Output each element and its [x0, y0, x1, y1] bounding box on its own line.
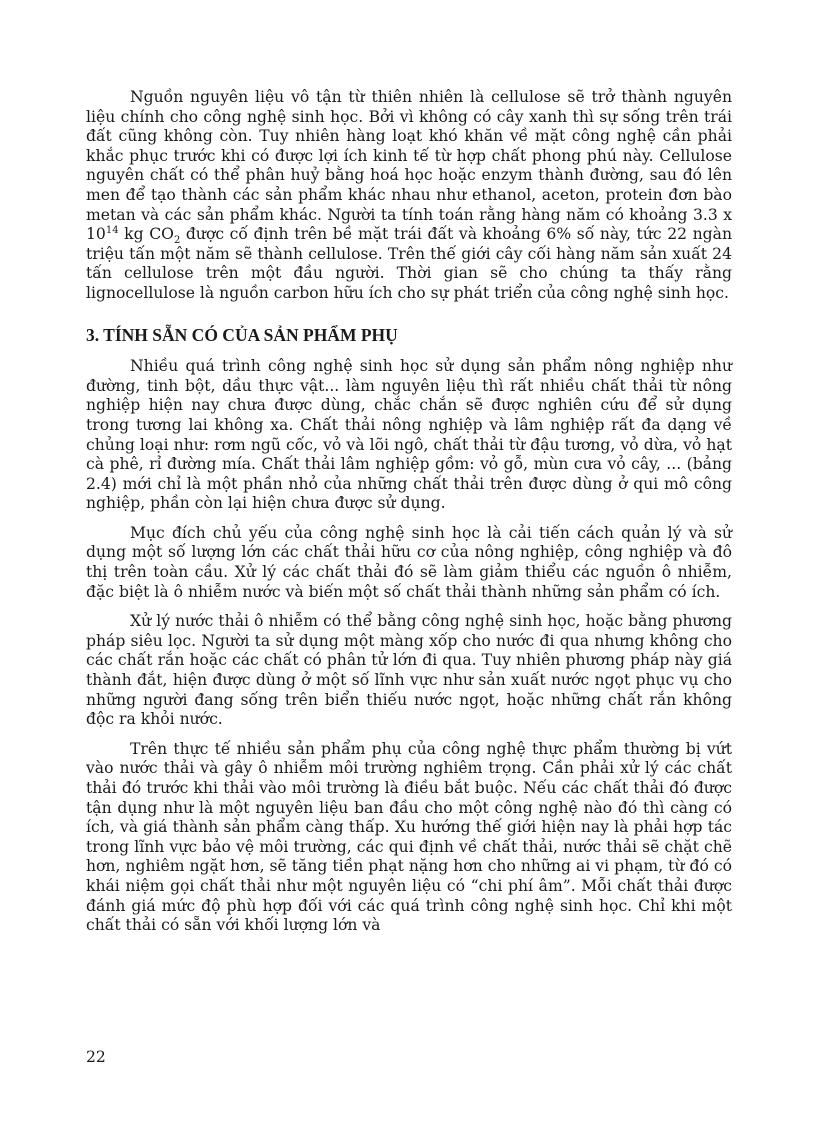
- subscript: 2: [173, 235, 181, 247]
- paragraph-cellulose-part3: được cố định trên bề mặt trái đất và khoảng 6% số này, tức 22 ngàn triệu tấn một năm sẽ thành cellulose. Trên thế giới cây cối hàng năm sản xuất 24 tấn cellulose trên một đầu người. Thời gian sẽ cho chúng ta thấy rằng lignocellulose là nguồn carbon hữu ích cho sự phát triển của công nghệ sinh học.: [86, 225, 733, 302]
- paragraph-cellulose-part2: kg CO: [118, 225, 174, 244]
- paragraph-purpose: Mục đích chủ yếu của công nghệ sinh học là cải tiến cách quản lý và sử dụng một số lượng lớn các chất thải hữu cơ của nông nghiệp, công nghiệp và đô thị trên toàn cầu. Xử lý các chất thải đó sẽ làm giảm thiểu các nguồn ô nhiễm, đặc biệt là ô nhiễm nước và biến một số chất thải thành những sản phẩm có ích.: [86, 523, 732, 601]
- paragraph-wastewater: Xử lý nước thải ô nhiễm có thể bằng công nghệ sinh học, hoặc bằng phương pháp siêu lọc. Người ta sử dụng một màng xốp cho nước đi qua nhưng không cho các chất rắn hoặc các chất có phân tử lớn đi qua. Tuy nhiên phương pháp này giá thành đắt, hiện được dùng ở một số lĩnh vực như sản xuất nước ngọt phục vụ cho những người đang sống trên biển thiếu nước ngọt, hoặc những chất rắn không độc ra khỏi nước.: [86, 612, 732, 729]
- paragraph-byproducts: Nhiều quá trình công nghệ sinh học sử dụng sản phẩm nông nghiệp như đường, tinh bột, dầu thực vật... làm nguyên liệu thì rất nhiều chất thải từ nông nghiệp hiện nay chưa được dùng, chắc chắn sẽ được nghiên cứu để sử dụng trong tương lai không xa. Chất thải nông nghiệp và lâm nghiệp rất đa dạng về chủng loại như: rơm ngũ cốc, vỏ và lõi ngô, chất thải từ đậu tương, vỏ dừa, vỏ hạt cà phê, rỉ đường mía. Chất thải lâm nghiệp gồm: vỏ gỗ, mùn cưa vỏ cây, ... (bảng 2.4) mới chỉ là một phần nhỏ của những chất thải trên được dùng ở qui mô công nghiệp, phần còn lại hiện chưa được sử dụng.: [86, 357, 732, 513]
- paragraph-food-byproducts: Trên thực tế nhiều sản phẩm phụ của công nghệ thực phẩm thường bị vứt vào nước thải và gây ô nhiễm môi trường nghiêm trọng. Cần phải xử lý các chất thải đó trước khi thải vào môi trường là điều bắt buộc. Nếu các chất thải đó được tận dụng như là một nguyên liệu ban đầu cho một công nghệ nào đó thì càng có ích, và giá thành sản phẩm càng thấp. Xu hướng thế giới hiện nay là phải hợp tác trong lĩnh vực bảo vệ môi trường, các qui định về chất thải, nước thải sẽ chặt chẽ hơn, nghiêm ngặt hơn, sẽ tăng tiền phạt nặng hơn cho những ai vi phạm, từ đó có khái niệm gọi chất thải như một nguyên liệu có “chi phí âm”. Mỗi chất thải được đánh giá mức độ phù hợp đối với các quá trình công nghệ sinh học. Chỉ khi một chất thải có sẵn với khối lượng lớn và: [86, 739, 732, 935]
- paragraph-cellulose-part1: Nguồn nguyên liệu vô tận từ thiên nhiên là cellulose sẽ trở thành nguyên liệu chính cho công nghệ sinh học. Bởi vì không có cây xanh thì sự sống trên trái đất cũng không còn. Tuy nhiên hàng loạt khó khăn về mặt công nghệ cần phải khắc phục trước khi có được lợi ích kinh tế từ hợp chất phong phú này. Cellulose nguyên chất có thể phân huỷ bằng hoá học hoặc enzym thành đường, sau đó lên men để tạo thành các sản phẩm khác nhau như ethanol, aceton, protein đơn bào metan và các sản phẩm khác. Người ta tính toán rằng hàng năm có khoảng 3.3 x 10: [86, 88, 732, 244]
- page-number: 22: [86, 1048, 106, 1066]
- section-heading: 3. TÍNH SẴN CÓ CỦA SẢN PHẨM PHỤ: [86, 324, 398, 345]
- paragraph-cellulose: [86, 88, 732, 304]
- page-body: [86, 88, 732, 946]
- exponent: 14: [105, 224, 119, 236]
